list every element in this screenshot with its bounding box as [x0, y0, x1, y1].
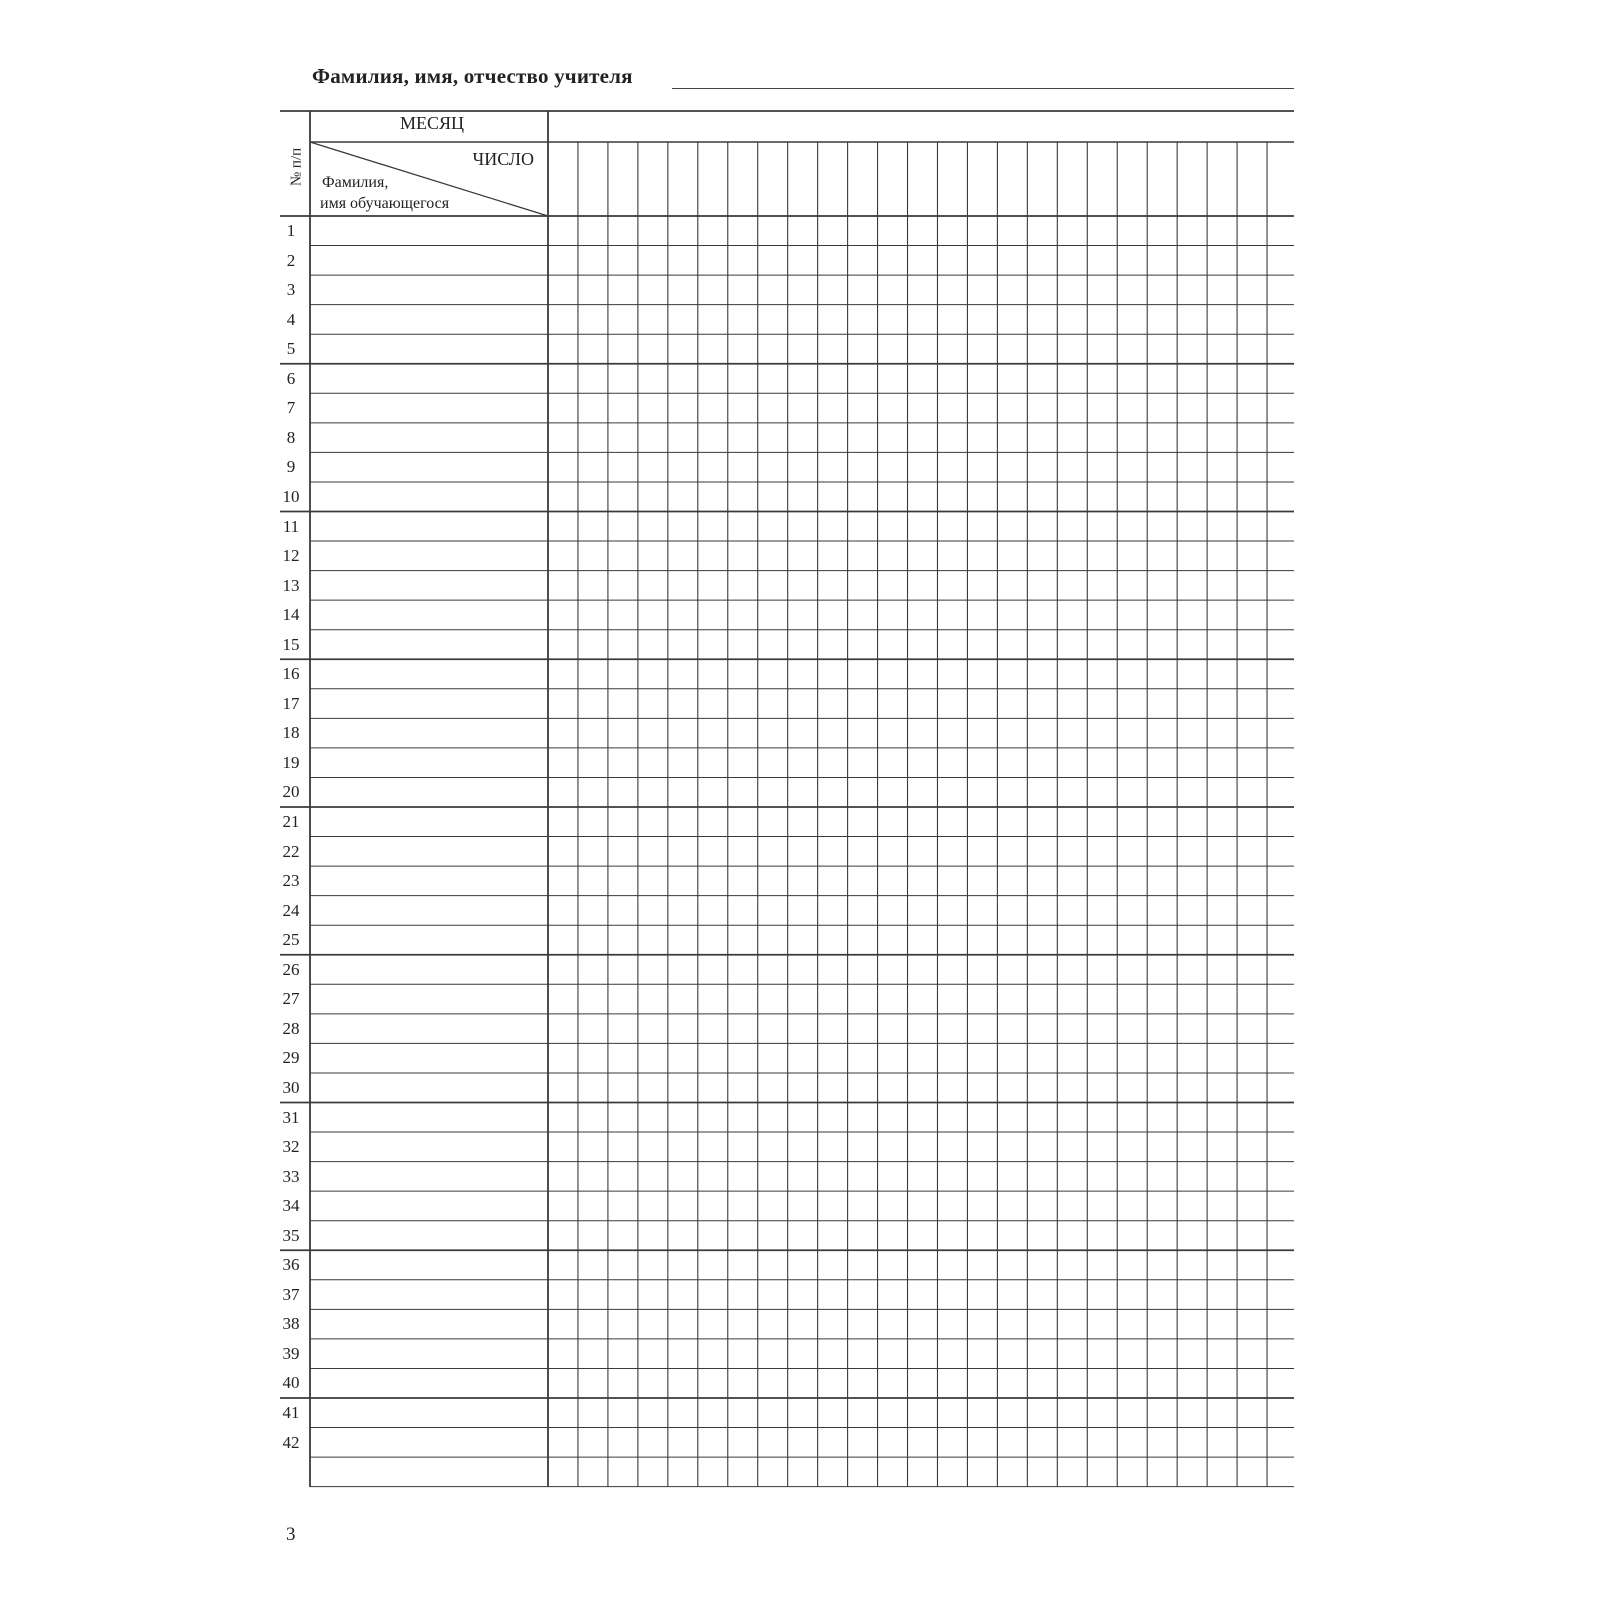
row-number: 5 — [286, 339, 296, 359]
row-number: 20 — [282, 782, 300, 802]
row-number: 30 — [282, 1077, 300, 1097]
row-number: 33 — [282, 1166, 300, 1186]
row-number: 3 — [286, 280, 296, 300]
row-number: 38 — [282, 1314, 300, 1334]
row-number: 6 — [286, 368, 296, 388]
row-number: 4 — [286, 309, 296, 329]
row-number: 37 — [282, 1284, 300, 1304]
row-number: 9 — [286, 457, 296, 477]
row-number: 36 — [282, 1255, 300, 1275]
row-number: 31 — [282, 1107, 300, 1127]
row-number: 25 — [282, 930, 300, 950]
row-number: 1 — [286, 221, 296, 240]
row-number: 8 — [286, 427, 296, 447]
row-number: 34 — [282, 1196, 300, 1216]
row-number: 26 — [282, 959, 300, 979]
row-number: 17 — [282, 693, 300, 713]
row-number: 41 — [282, 1403, 300, 1422]
row-number: 14 — [282, 605, 300, 625]
row-number: 42 — [282, 1432, 300, 1452]
row-number: 11 — [282, 516, 300, 536]
row-number: 16 — [282, 664, 300, 684]
row-number: 10 — [282, 486, 300, 506]
row-number: 32 — [282, 1137, 300, 1157]
row-number: 18 — [282, 723, 300, 743]
row-number: 23 — [282, 871, 300, 891]
row-number: 27 — [282, 989, 300, 1009]
row-number: 29 — [282, 1048, 300, 1068]
row-number: 7 — [286, 398, 296, 418]
row-number: 13 — [282, 575, 300, 595]
row-number: 22 — [282, 841, 300, 861]
row-number: 35 — [282, 1225, 300, 1245]
row-number: 21 — [282, 812, 300, 831]
date-header: ЧИСЛО — [472, 149, 534, 169]
row-number-header: № п/п — [288, 147, 305, 187]
row-number: 15 — [282, 634, 300, 654]
teacher-name-label: Фамилия, имя, отчество учителя — [312, 64, 633, 88]
student-name-header-line1: Фамилия, — [322, 174, 389, 191]
row-number: 24 — [282, 900, 300, 920]
student-name-header-line2: имя обучающегося — [320, 195, 450, 212]
month-header: МЕСЯЦ — [399, 113, 464, 133]
row-number: 39 — [282, 1343, 300, 1363]
row-number: 2 — [286, 250, 296, 270]
row-number: 19 — [282, 752, 300, 772]
row-number: 40 — [282, 1373, 300, 1393]
page-number: 3 — [286, 1524, 296, 1545]
row-number: 12 — [282, 546, 300, 566]
row-number: 28 — [282, 1018, 300, 1038]
